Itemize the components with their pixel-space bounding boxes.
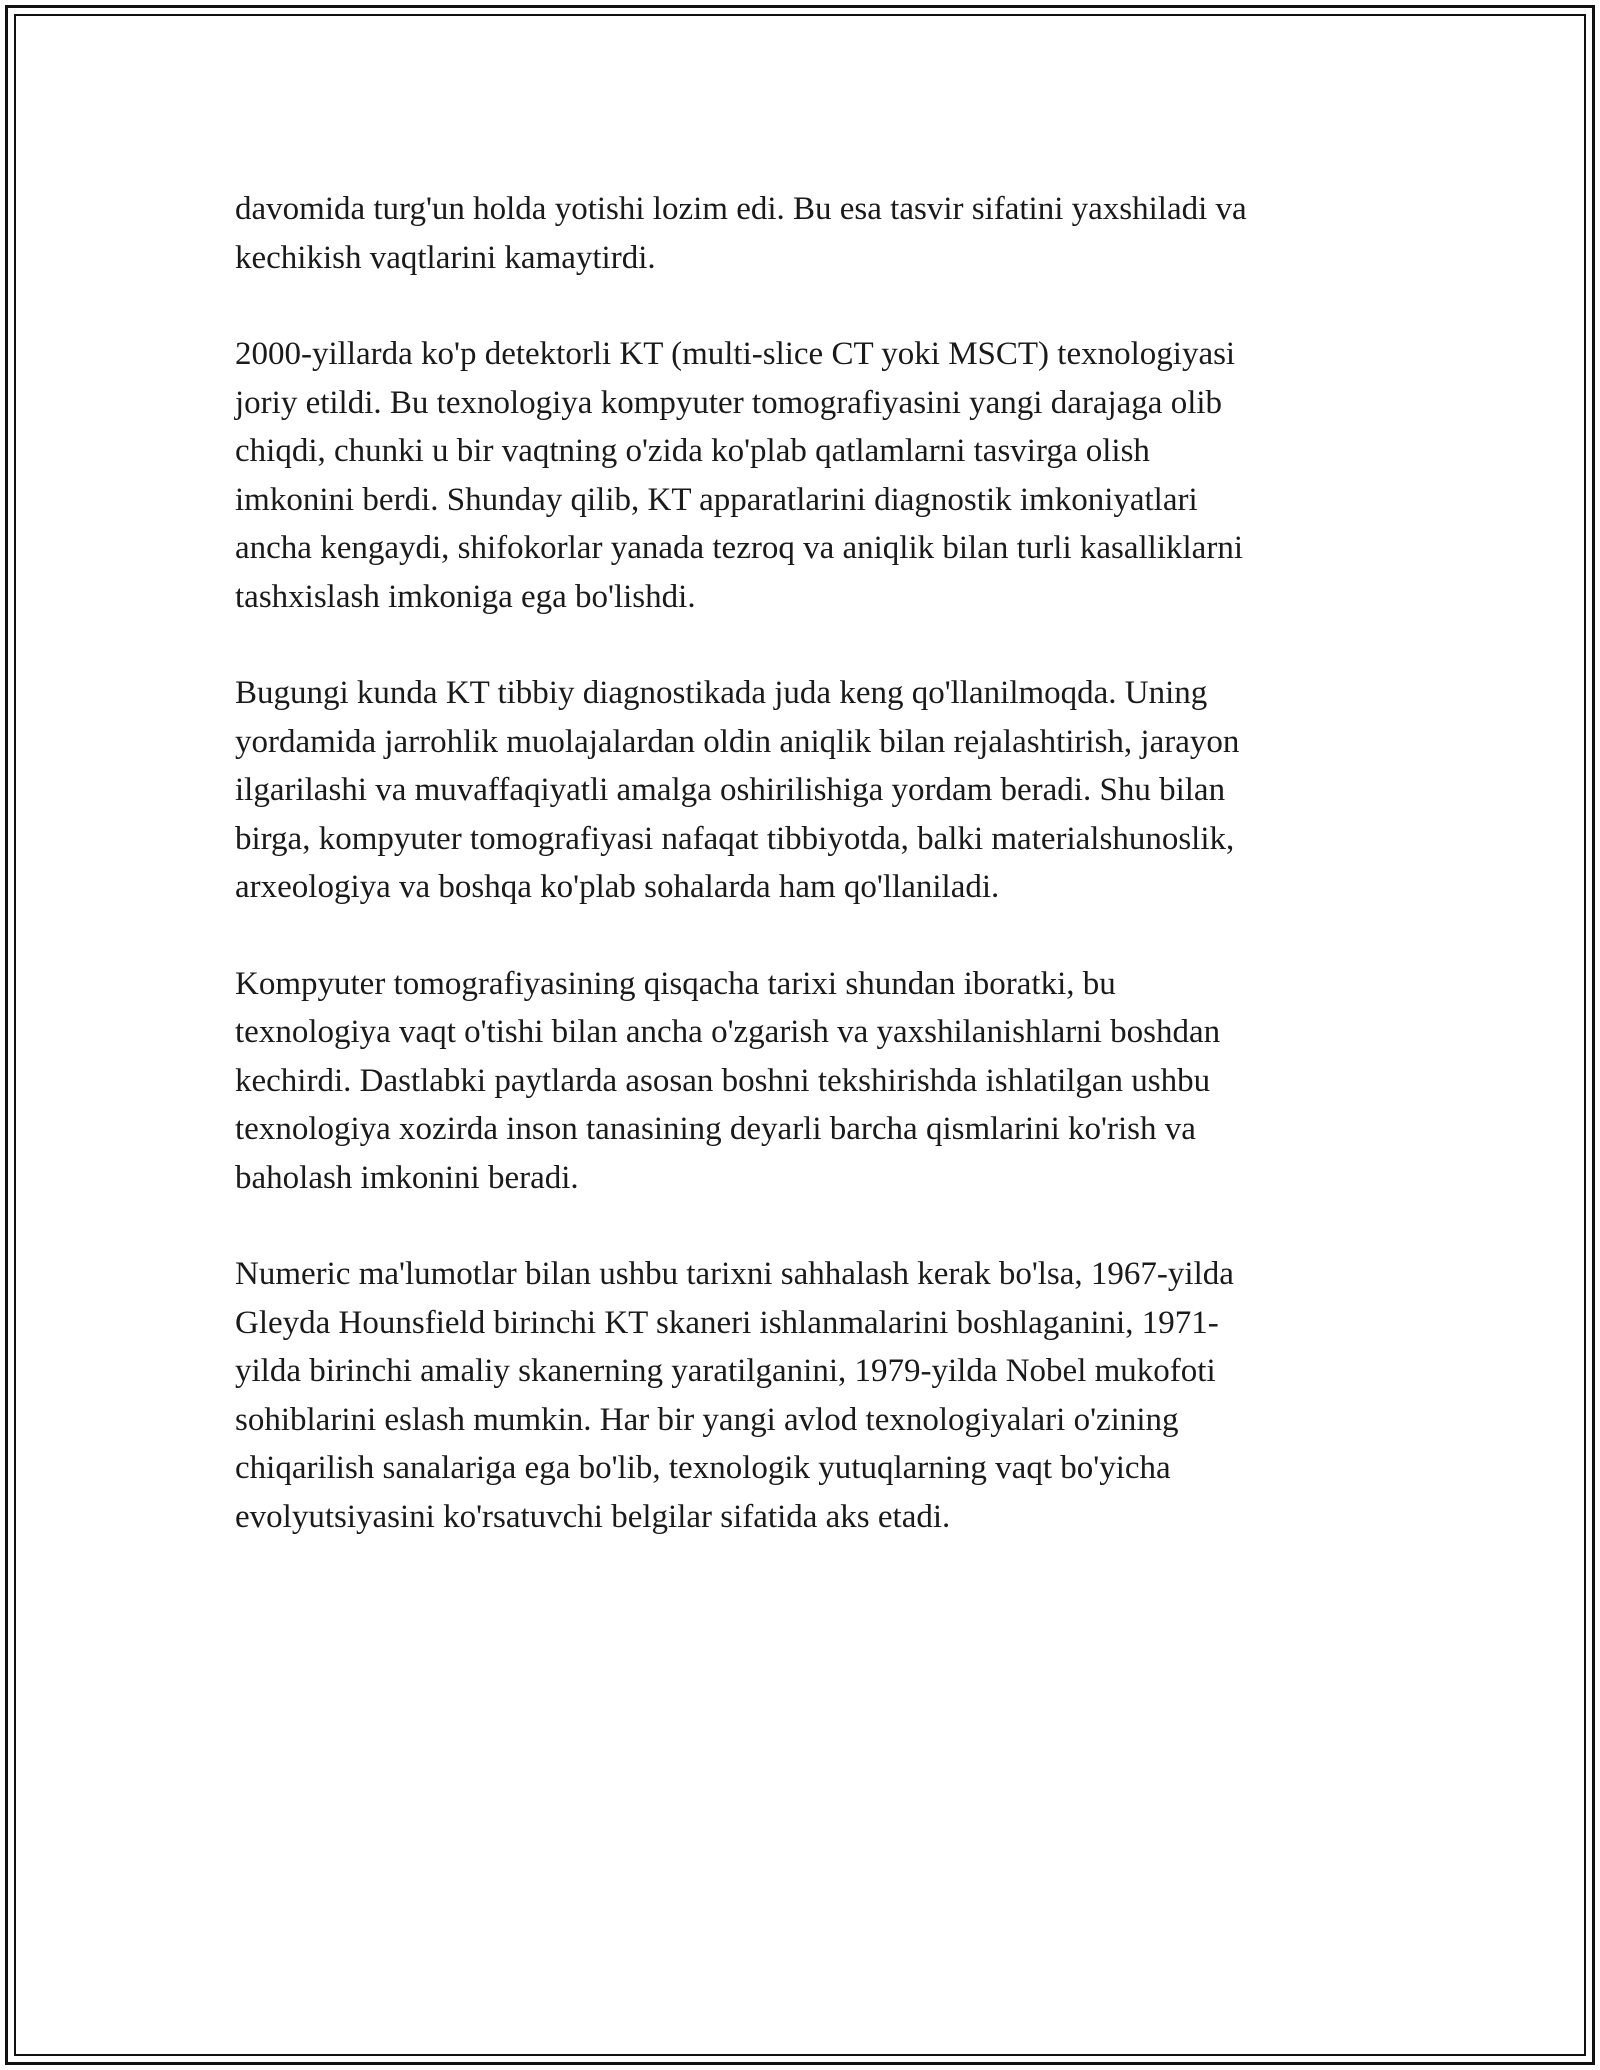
paragraph-timeline-dates: Numeric ma'lumotlar bilan ushbu tarixni sahhalash kerak bo'lsa, 1967-yilda Gleyda Hounsfield birinchi KT skaneri ishlanmalarini boshlaganini, 1971- yilda birinchi amaliy skanerning yaratilganini, 1979-yilda Nobel mukofoti sohiblarini eslash mumkin. Har bir yangi avlod texnologiyalari o'zining chiqarilish sanalariga ega bo'lib, texnologik yutuqlarning vaqt bo'yicha evolyutsiyasini ko'rsatuvchi belgilar sifatida aks etadi. <box>235 1256 1234 1535</box>
paragraph-msct-introduction: 2000-yillarda ko'p detektorli KT (multi-slice CT yoki MSCT) texnologiyasi joriy etildi. Bu texnologiya kompyuter tomografiyasini yangi darajaga olib chiqdi, chunki u bir vaqtning o'zida ko'plab qatlamlarni tasvirga olish imkonini berdi. Shunday qilib, KT apparatlarini diagnostik imkoniyatlari ancha kengaydi, shifokorlar yanada tezroq va aniqlik bilan turli kasalliklarni tashxislash imkoniga ega bo'lishdi. <box>235 336 1243 615</box>
paragraph-continuation: davomida turg'un holda yotishi lozim edi. Bu esa tasvir sifatini yaxshiladi va kechikish vaqtlarini kamaytirdi. <box>235 191 1247 276</box>
paragraph-modern-usage: Bugungi kunda KT tibbiy diagnostikada juda keng qo'llanilmoqda. Uning yordamida jarrohlik muolajalardan oldin aniqlik bilan rejalashtirish, jarayon ilgarilashi va muvaffaqiyatli amalga oshirilishiga yordam beradi. Shu bilan birga, kompyuter tomografiyasi nafaqat tibbiyotda, balki materialshunoslik, arxeologiya va boshqa ko'plab sohalarda ham qo'llaniladi. <box>235 675 1240 905</box>
paragraph-history-summary: Kompyuter tomografiyasining qisqacha tarixi shundan iboratki, bu texnologiya vaqt o'tishi bilan ancha o'zgarish va yaxshilanishlarni boshdan kechirdi. Dastlabki paytlarda asosan boshni tekshirishda ishlatilgan ushbu texnologiya xozirda inson tanasining deyarli barcha qismlarini ko'rish va baholash imkonini beradi. <box>235 965 1221 1196</box>
document-body <box>235 185 1365 1589</box>
